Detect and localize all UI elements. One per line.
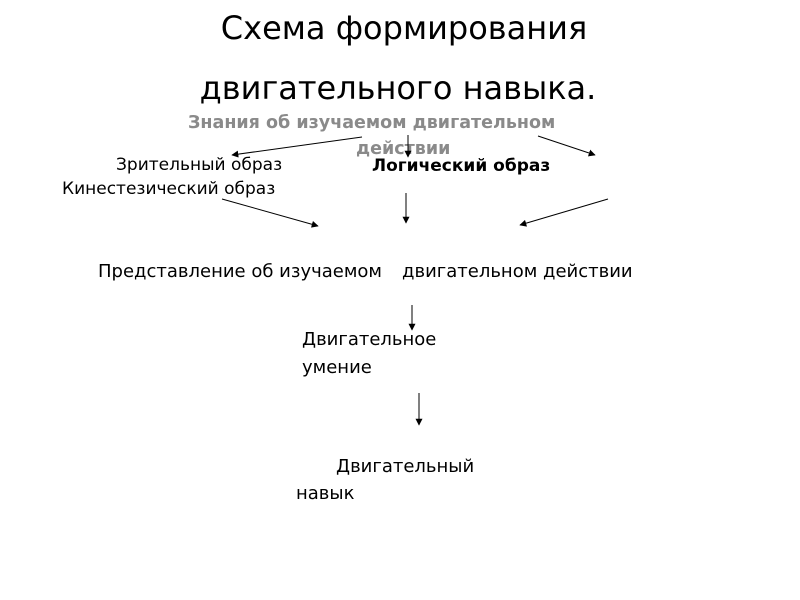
title-line-1: Схема формирования (220, 9, 588, 47)
representation-part-1: Представление об изучаемом (98, 261, 383, 282)
knowledge-label-line-2: действии (356, 139, 451, 159)
arrow-kinesthetic-to-representation (222, 199, 318, 226)
motor-ability-line-1: Двигательное (302, 329, 437, 350)
kinesthetic-image-label: Кинестезический образ (62, 179, 276, 199)
arrow-knowledge-to-visual (232, 137, 362, 155)
logical-image-label: Логический образ (372, 156, 551, 176)
knowledge-label-line-1: Знания об изучаемом двигательном (188, 113, 556, 133)
motor-ability-line-2: умение (302, 357, 372, 378)
representation-part-2: двигательном действии (402, 261, 633, 282)
title-line-2: двигательного навыка. (199, 69, 597, 107)
motor-skill-line-1: Двигательный (336, 456, 475, 477)
visual-image-label: Зрительный образ (116, 155, 283, 175)
arrow-right-to-representation (520, 199, 608, 225)
motor-skill-line-2: навык (296, 483, 355, 504)
arrow-knowledge-to-right (538, 136, 595, 155)
